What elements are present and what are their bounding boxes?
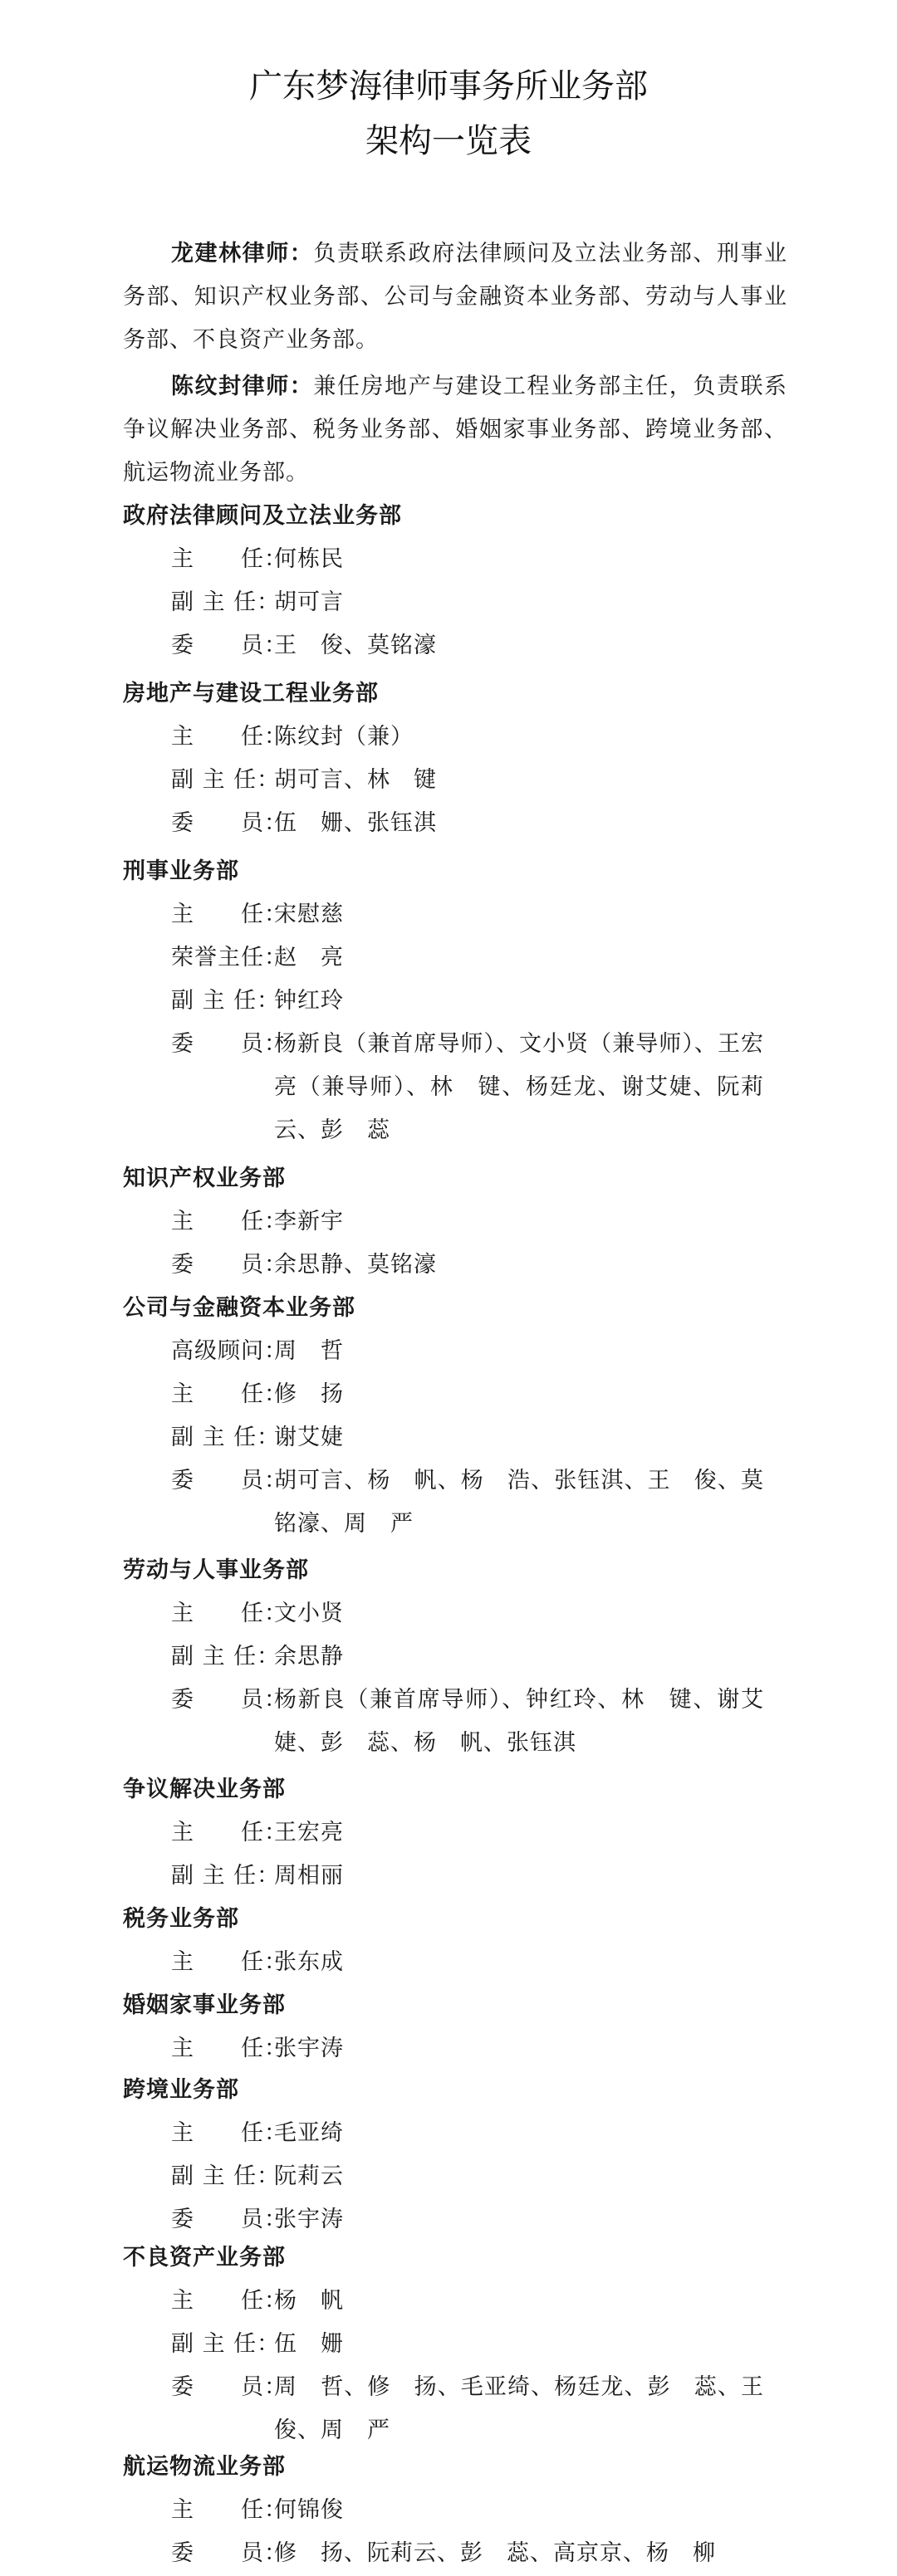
member-names: 修 扬、阮莉云、彭 蕊、高京京、杨 柳 bbox=[274, 2540, 716, 2566]
member-row bbox=[123, 2280, 787, 2323]
member-names: 陈纹封（兼） bbox=[274, 724, 414, 750]
department-section bbox=[123, 2236, 787, 2452]
role-label: 副 主 任： bbox=[171, 2331, 281, 2357]
department-name: 劳动与人事业务部 bbox=[123, 1557, 309, 1583]
member-names: 杨新良（兼首席导师）、钟红玲、林 键、谢艾婕、彭 蕊、杨 帆、张钰淇 bbox=[274, 1687, 764, 1756]
member-names: 何锦俊 bbox=[274, 2497, 344, 2523]
role-label: 主 任： bbox=[171, 1209, 287, 1234]
intro-text: 负责联系政府法律顾问及立法业务部、刑事业务部、知识产权业务部、公司与金融资本业务部、劳动与人事业务部、不良资产业务部。 bbox=[123, 241, 788, 353]
member-names: 余思静 bbox=[274, 1644, 344, 1669]
role-label: 主 任： bbox=[171, 1949, 287, 1975]
document-subtitle: 架构一览表 bbox=[365, 122, 532, 160]
role-label: 荣誉主任： bbox=[171, 945, 287, 970]
member-row bbox=[123, 1373, 787, 1416]
department-name: 知识产权业务部 bbox=[123, 1166, 286, 1191]
department-section bbox=[123, 1549, 787, 1765]
role-label: 主 任： bbox=[171, 724, 287, 750]
role-label: 委 员： bbox=[171, 1468, 287, 1493]
member-row bbox=[123, 1023, 787, 1152]
member-names: 何栋民 bbox=[274, 546, 344, 572]
role-label: 委 员： bbox=[171, 2374, 287, 2400]
role-label: 主 任： bbox=[171, 2120, 287, 2146]
member-names: 毛亚绮 bbox=[274, 2120, 344, 2146]
role-label: 主 任： bbox=[171, 1820, 287, 1845]
member-names: 李新宇 bbox=[274, 1209, 344, 1234]
member-names: 周相丽 bbox=[274, 1863, 344, 1889]
member-names: 谢艾婕 bbox=[274, 1425, 344, 1450]
member-names: 伍 姗、张钰淇 bbox=[274, 810, 437, 836]
member-names: 阮莉云 bbox=[274, 2163, 344, 2189]
department-name: 婚姻家事业务部 bbox=[123, 1992, 286, 2018]
intro-paragraph bbox=[123, 232, 787, 362]
member-row bbox=[123, 1811, 787, 1855]
role-label: 副 主 任： bbox=[171, 988, 281, 1014]
member-names: 钟红玲 bbox=[274, 988, 344, 1014]
member-names: 张东成 bbox=[274, 1949, 344, 1975]
department-section bbox=[123, 672, 787, 845]
member-row bbox=[123, 538, 787, 581]
member-names: 杨新良（兼首席导师）、文小贤（兼导师）、王宏亮（兼导师）、林 键、杨廷龙、谢艾婕、阮莉云、彭 蕊 bbox=[274, 1031, 764, 1143]
department-section bbox=[123, 850, 787, 1152]
member-row bbox=[123, 2027, 787, 2070]
department-section bbox=[123, 1984, 787, 2070]
role-label: 委 员： bbox=[171, 2207, 287, 2232]
department-section bbox=[123, 1157, 787, 1287]
role-label: 委 员： bbox=[171, 633, 287, 658]
member-row bbox=[123, 980, 787, 1023]
member-row bbox=[123, 1941, 787, 1984]
role-label: 高级顾问： bbox=[171, 1338, 287, 1364]
member-row bbox=[123, 624, 787, 667]
department-name: 房地产与建设工程业务部 bbox=[123, 681, 379, 706]
document-title: 广东梦海律师事务所业务部 bbox=[249, 67, 648, 105]
member-names: 文小贤 bbox=[274, 1601, 344, 1626]
department-name: 航运物流业务部 bbox=[123, 2454, 286, 2480]
member-row bbox=[123, 1592, 787, 1635]
member-row bbox=[123, 2489, 787, 2532]
department-section bbox=[123, 1898, 787, 1984]
member-row bbox=[123, 1416, 787, 1459]
member-names: 周 哲、修 扬、毛亚绮、杨廷龙、彭 蕊、王 俊、周 严 bbox=[274, 2374, 787, 2443]
role-label: 主 任： bbox=[171, 546, 287, 572]
role-label: 主 任： bbox=[171, 1601, 287, 1626]
member-row bbox=[123, 1459, 787, 1546]
member-names: 胡可言、林 键 bbox=[274, 767, 437, 793]
role-label: 副 主 任： bbox=[171, 1425, 281, 1450]
intro-text: 兼任房地产与建设工程业务部主任，负责联系争议解决业务部、税务业务部、婚姻家事业务部、跨境业务部、航运物流业务部。 bbox=[123, 374, 788, 486]
member-names: 周 哲 bbox=[274, 1338, 344, 1364]
member-names: 杨 帆 bbox=[274, 2288, 344, 2314]
member-row bbox=[123, 1330, 787, 1373]
member-names: 余思静、莫铭濠 bbox=[274, 1252, 437, 1278]
department-name: 税务业务部 bbox=[123, 1906, 239, 1932]
role-label: 副 主 任： bbox=[171, 1644, 281, 1669]
member-row bbox=[123, 1855, 787, 1898]
role-label: 委 员： bbox=[171, 1687, 287, 1713]
role-label: 委 员： bbox=[171, 1252, 287, 1278]
member-row bbox=[123, 1635, 787, 1679]
intro-lead: 陈纹封律师： bbox=[171, 374, 314, 399]
department-section bbox=[123, 2069, 787, 2241]
department-name: 争议解决业务部 bbox=[123, 1777, 286, 1802]
member-names: 王宏亮 bbox=[274, 1820, 344, 1845]
member-names: 宋慰慈 bbox=[274, 902, 344, 927]
member-row bbox=[123, 2198, 787, 2241]
member-row bbox=[123, 893, 787, 936]
department-name: 不良资产业务部 bbox=[123, 2245, 286, 2270]
member-names: 张宇涛 bbox=[274, 2036, 344, 2061]
department-name: 政府法律顾问及立法业务部 bbox=[123, 503, 402, 529]
member-names: 张宇涛 bbox=[274, 2207, 344, 2232]
member-row bbox=[123, 936, 787, 980]
member-names: 伍 姗 bbox=[274, 2331, 344, 2357]
role-label: 副 主 任： bbox=[171, 2163, 281, 2189]
role-label: 主 任： bbox=[171, 2288, 287, 2314]
role-label: 副 主 任： bbox=[171, 589, 281, 615]
intro-paragraph bbox=[123, 365, 787, 495]
role-label: 委 员： bbox=[171, 2540, 287, 2566]
department-section bbox=[123, 495, 787, 667]
member-names: 王 俊、莫铭濠 bbox=[274, 633, 437, 658]
member-row bbox=[123, 716, 787, 759]
member-names: 修 扬 bbox=[274, 1381, 344, 1407]
role-label: 主 任： bbox=[171, 1381, 287, 1407]
member-row bbox=[123, 581, 787, 624]
member-row bbox=[123, 759, 787, 802]
department-section bbox=[123, 2446, 787, 2575]
member-row bbox=[123, 1200, 787, 1244]
department-name: 公司与金融资本业务部 bbox=[123, 1295, 355, 1321]
intro-lead: 龙建林律师： bbox=[171, 241, 314, 266]
role-label: 委 员： bbox=[171, 1031, 287, 1057]
member-row bbox=[123, 802, 787, 845]
role-label: 主 任： bbox=[171, 2036, 287, 2061]
member-row bbox=[123, 1679, 787, 1765]
role-label: 委 员： bbox=[171, 810, 287, 836]
role-label: 主 任： bbox=[171, 2497, 287, 2523]
department-section bbox=[123, 1287, 787, 1546]
member-row bbox=[123, 2366, 787, 2452]
member-row bbox=[123, 2155, 787, 2198]
member-row bbox=[123, 2112, 787, 2155]
department-name: 刑事业务部 bbox=[123, 858, 239, 884]
role-label: 主 任： bbox=[171, 902, 287, 927]
department-section bbox=[123, 1768, 787, 1898]
member-row bbox=[123, 2323, 787, 2366]
member-names: 胡可言、杨 帆、杨 浩、张钰淇、王 俊、莫铭濠、周 严 bbox=[274, 1468, 764, 1537]
member-names: 赵 亮 bbox=[274, 945, 344, 970]
department-name: 跨境业务部 bbox=[123, 2077, 239, 2103]
member-row bbox=[123, 2532, 787, 2575]
role-label: 副 主 任： bbox=[171, 1863, 281, 1889]
member-names: 胡可言 bbox=[274, 589, 344, 615]
member-row bbox=[123, 1244, 787, 1287]
role-label: 副 主 任： bbox=[171, 767, 281, 793]
